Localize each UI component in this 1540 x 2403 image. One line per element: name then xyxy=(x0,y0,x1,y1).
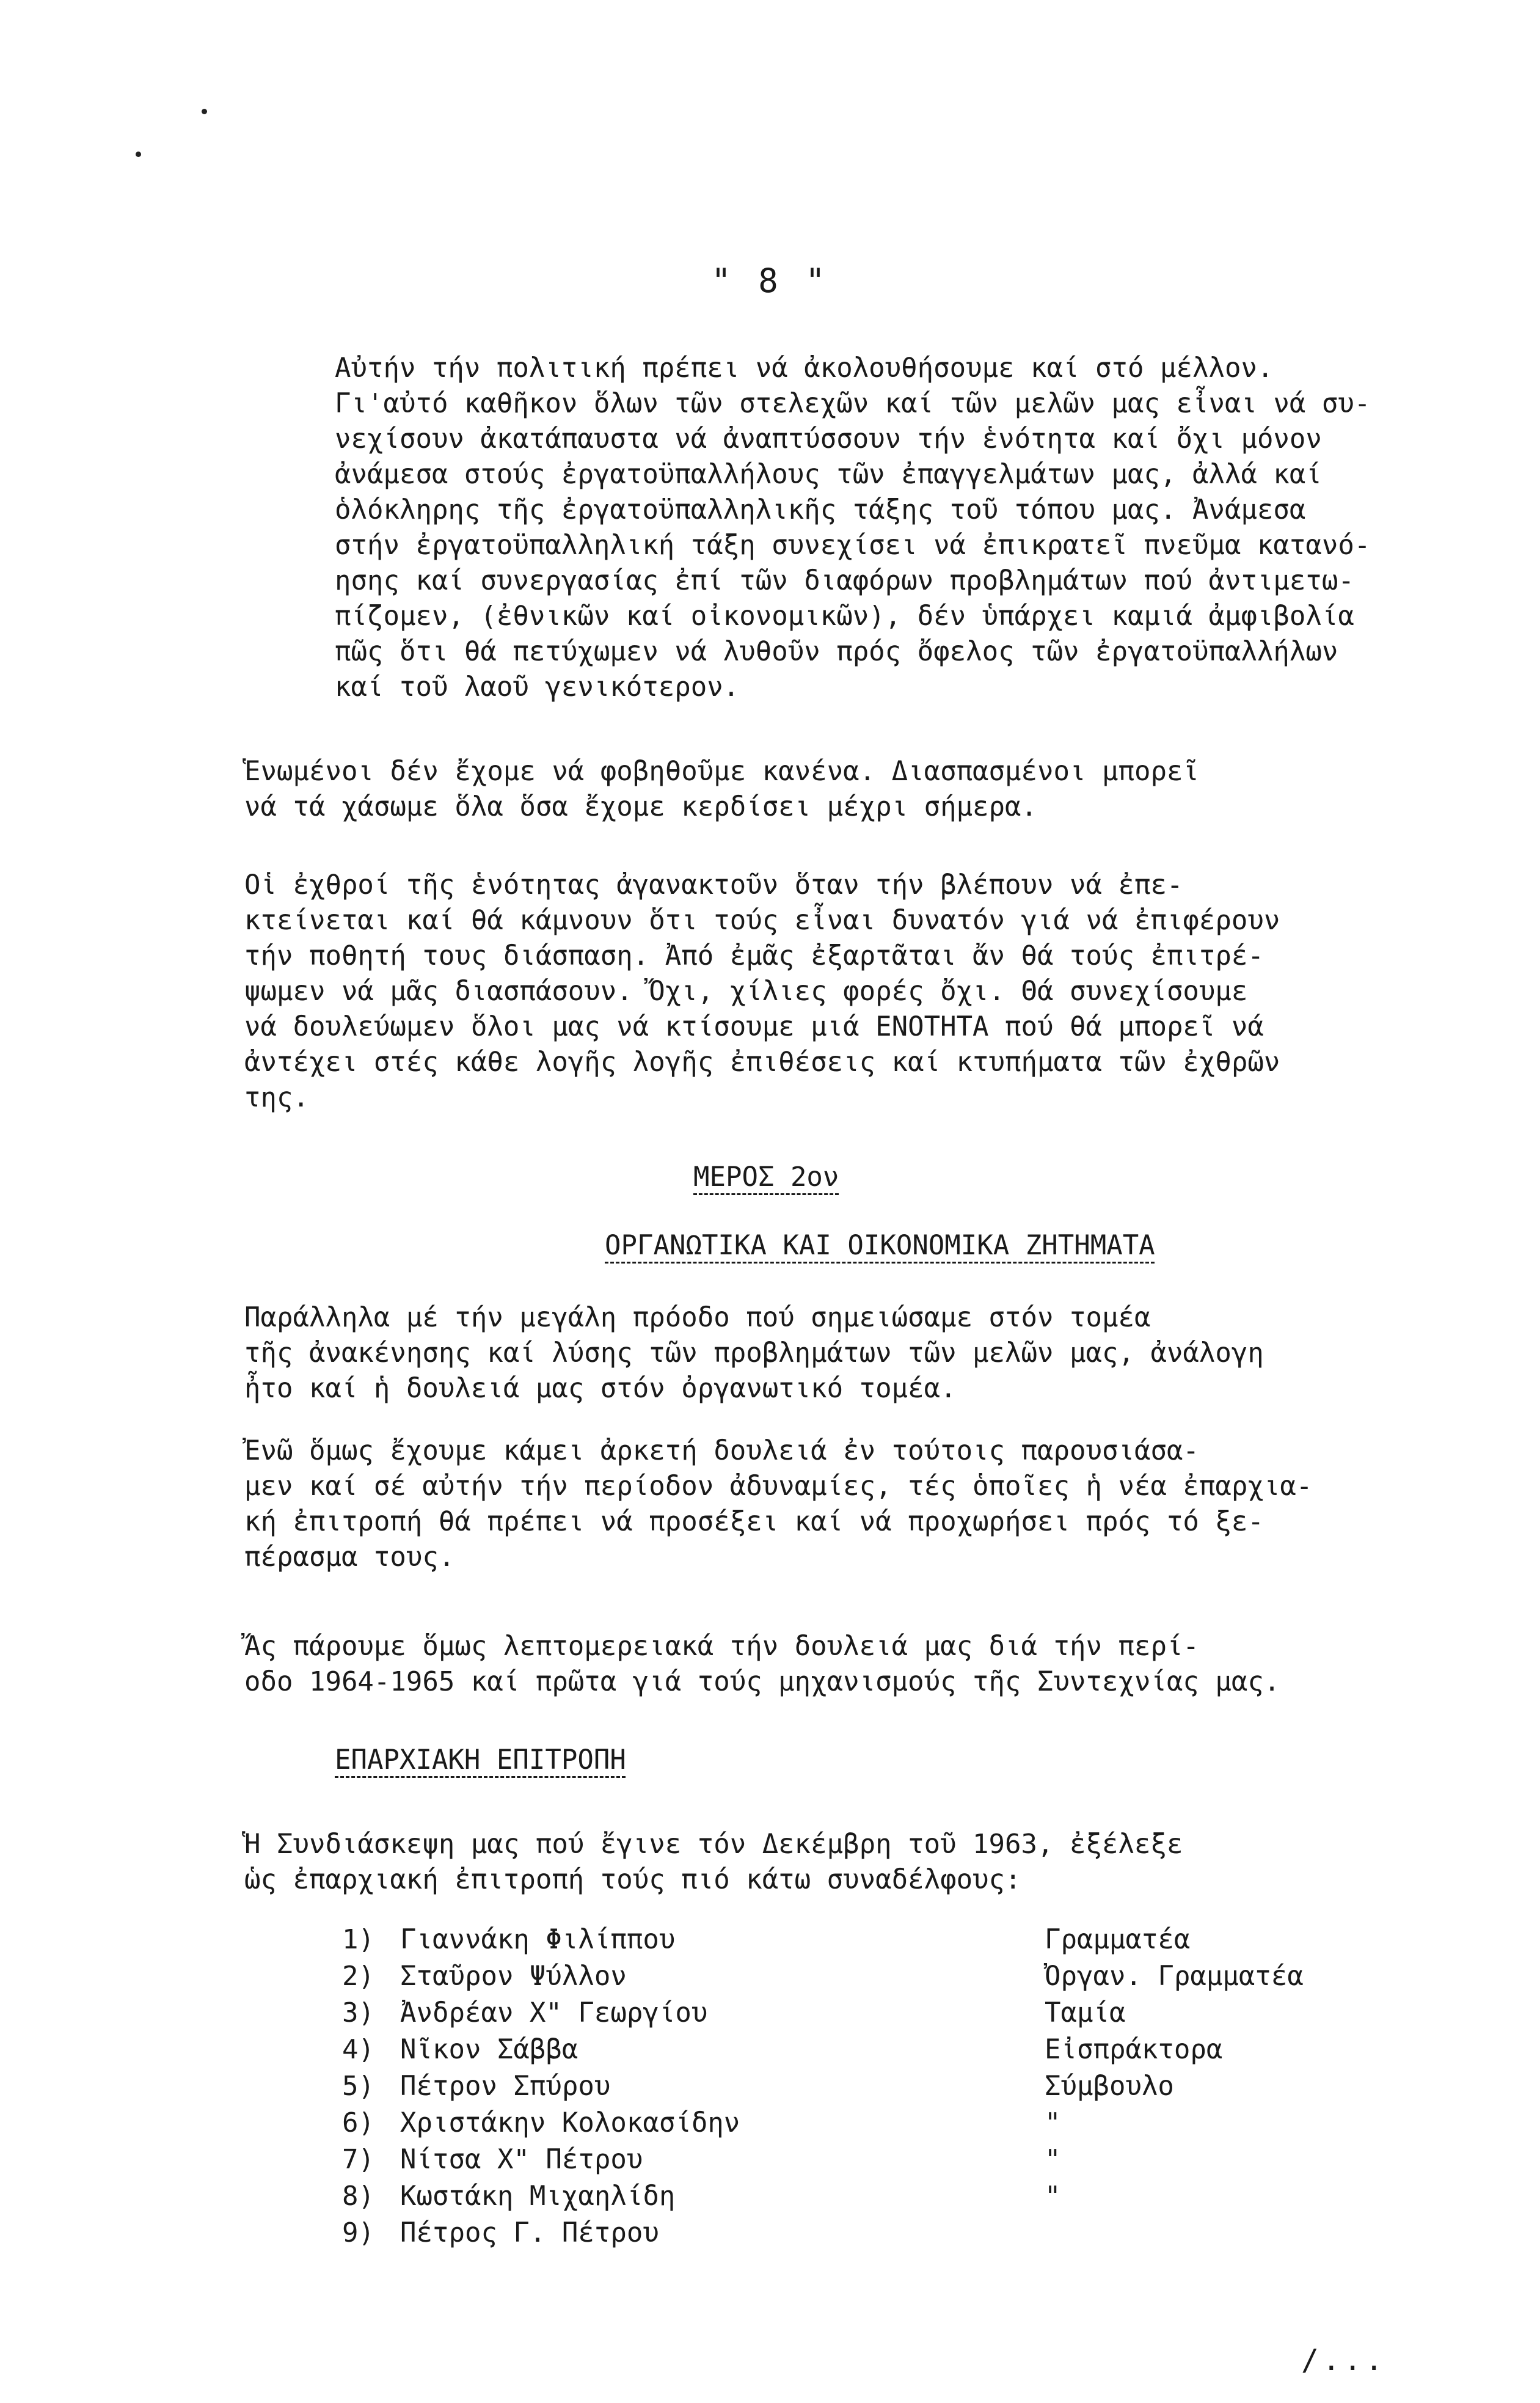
member-role: " xyxy=(1045,2144,1061,2175)
scan-speck xyxy=(202,109,207,114)
scan-speck xyxy=(136,152,141,157)
member-name: Γιαννάκη Φιλίππου xyxy=(400,1924,676,1955)
text-line: νά τά χάσωμε ὅλα ὅσα ἔχομε κερδίσει μέχρι σήμερα. xyxy=(244,791,1038,822)
text-line: πίζομεν, (ἐθνικῶν καί οἰκονομικῶν), δέν ὑπάρχει καμιά ἀμφιβολία xyxy=(335,601,1354,632)
part-heading: ΜΕΡΟΣ 2ον xyxy=(693,1161,839,1193)
text-line: Ἑνωμένοι δέν ἔχομε νά φοβηθοῦμε κανένα. Διασπασμένοι μπορεῖ xyxy=(244,756,1199,787)
paragraph-4 xyxy=(244,1300,1472,1406)
member-role: " xyxy=(1045,2181,1061,2212)
text-line: ἦτο καί ἡ δουλειά μας στόν ὀργανωτικό τομέα. xyxy=(244,1373,957,1404)
member-name: Σταῦρον Ψύλλον xyxy=(400,1961,627,1992)
section-heading: ΟΡΓΑΝΩΤΙΚΑ ΚΑΙ ΟΙΚΟΝΟΜΙΚΑ ΖΗΤΗΜΑΤΑ xyxy=(605,1230,1155,1261)
text-line: Γι'αὐτό καθῆκον ὅλων τῶν στελεχῶν καί τῶν μελῶν μας εἶναι νά συ- xyxy=(335,388,1371,419)
text-line: νεχίσουν ἀκατάπαυστα νά ἀναπτύσσουν τήν ἑνότητα καί ὄχι μόνον xyxy=(335,423,1322,455)
committee-member-row xyxy=(342,2032,1411,2068)
committee-member-row xyxy=(342,1958,1411,1995)
member-role: " xyxy=(1045,2107,1061,2138)
text-line: στήν ἐργατοϋπαλληλική τάξη συνεχίσει νά ἐπικρατεῖ πνεῦμα κατανό- xyxy=(335,530,1371,561)
text-line: μεν καί σέ αὐτήν τήν περίοδον ἀδυναμίες, τές ὁποῖες ἡ νέα ἐπαρχια- xyxy=(244,1471,1313,1502)
member-name: Πέτρος Γ. Πέτρου xyxy=(400,2217,659,2248)
member-role: Γραμματέα xyxy=(1045,1924,1191,1955)
member-role: Ταμία xyxy=(1045,1997,1126,2028)
committee-member-row xyxy=(342,2105,1411,2141)
paragraph-6 xyxy=(244,1629,1472,1700)
text-line: νά δουλεύωμεν ὅλοι μας νά κτίσουμε μιά ΕΝΟΤΗΤΑ πού θά μπορεῖ νά xyxy=(244,1011,1264,1042)
paragraph-1 xyxy=(335,351,1471,705)
committee-member-row xyxy=(342,2068,1411,2105)
member-role: Σύμβουλο xyxy=(1045,2071,1174,2102)
member-number: 9) xyxy=(342,2217,374,2248)
member-name: Νίτσα Χ" Πέτρου xyxy=(400,2144,643,2175)
text-line: τήν ποθητή τους διάσπαση. Ἀπό ἐμᾶς ἐξαρτᾶται ἄν θά τούς ἐπιτρέ- xyxy=(244,940,1264,971)
page-number: " 8 " xyxy=(711,262,829,300)
text-line: κτείνεται καί θά κάμνουν ὅτι τούς εἶναι δυνατόν γιά νά ἐπιφέρουν xyxy=(244,905,1280,936)
member-number: 8) xyxy=(342,2181,374,2212)
text-line: ὡς ἐπαρχιακή ἐπιτροπή τούς πιό κάτω συναδέλφους: xyxy=(244,1864,1021,1895)
text-line: ψωμεν νά μᾶς διασπάσουν. Ὄχι, χίλιες φορές ὄχι. Θά συνεχίσουμε xyxy=(244,976,1248,1007)
member-number: 1) xyxy=(342,1924,374,1955)
member-number: 4) xyxy=(342,2034,374,2065)
member-name: Χριστάκην Κολοκασίδην xyxy=(400,2107,740,2138)
member-name: Ἀνδρέαν Χ" Γεωργίου xyxy=(400,1997,708,2028)
member-number: 6) xyxy=(342,2107,374,2138)
member-role xyxy=(1045,2215,1411,2251)
member-number: 7) xyxy=(342,2144,374,2175)
member-role: Ὀργαν. Γραμματέα xyxy=(1045,1961,1304,1992)
text-line: ησης καί συνεργασίας ἐπί τῶν διαφόρων προβλημάτων πού ἀντιμετω- xyxy=(335,565,1354,596)
paragraph-7 xyxy=(244,1827,1472,1898)
paragraph-3 xyxy=(244,868,1472,1116)
committee-member-row xyxy=(342,1922,1411,1958)
continuation-mark: /... xyxy=(1301,2343,1387,2377)
paragraph-5 xyxy=(244,1433,1472,1575)
committee-member-row xyxy=(342,2178,1411,2215)
member-number: 3) xyxy=(342,1997,374,2028)
member-number: 5) xyxy=(342,2071,374,2102)
text-line: της. xyxy=(244,1082,309,1113)
text-line: ἀντέχει στές κάθε λογῆς λογῆς ἐπιθέσεις καί κτυπήματα τῶν ἐχθρῶν xyxy=(244,1047,1280,1078)
text-line: Ἐνῶ ὅμως ἔχουμε κάμει ἀρκετή δουλειά ἐν τούτοις παρουσιάσα- xyxy=(244,1435,1199,1466)
text-line: πέρασμα τους. xyxy=(244,1542,455,1573)
committee-member-row xyxy=(342,2141,1411,2178)
member-name: Κωστάκη Μιχαηλίδη xyxy=(400,2181,676,2212)
text-line: Ἄς πάρουμε ὅμως λεπτομερειακά τήν δουλειά μας διά τήν περί- xyxy=(244,1631,1199,1662)
text-line: καί τοῦ λαοῦ γενικότερον. xyxy=(335,671,740,703)
member-name: Πέτρον Σπύρου xyxy=(400,2071,611,2102)
text-line: ὁλόκληρης τῆς ἐργατοϋπαλληλικῆς τάξης τοῦ τόπου μας. Ἀνάμεσα xyxy=(335,494,1306,525)
text-line: κή ἐπιτροπή θά πρέπει νά προσέξει καί νά προχωρήσει πρός τό ξε- xyxy=(244,1506,1264,1537)
member-role: Εἰσπράκτορα xyxy=(1045,2034,1223,2065)
committee-member-row xyxy=(342,1995,1411,2032)
paragraph-2 xyxy=(244,754,1472,825)
committee-member-list xyxy=(342,1922,1411,2251)
member-number: 2) xyxy=(342,1961,374,1992)
text-line: ἀνάμεσα στούς ἐργατοϋπαλλήλους τῶν ἐπαγγελμάτων μας, ἀλλά καί xyxy=(335,459,1322,490)
text-line: Αὐτήν τήν πολιτική πρέπει νά ἀκολουθήσουμε καί στό μέλλον. xyxy=(335,353,1274,384)
text-line: Ἡ Συνδιάσκεψη μας πού ἔγινε τόν Δεκέμβρη τοῦ 1963, ἐξέλεξε xyxy=(244,1829,1183,1860)
text-line: Οἱ ἐχθροί τῆς ἑνότητας ἀγανακτοῦν ὅταν τήν βλέπουν νά ἐπε- xyxy=(244,869,1183,901)
text-line: πῶς ὅτι θά πετύχωμεν νά λυθοῦν πρός ὄφελος τῶν ἐργατοϋπαλλήλων xyxy=(335,636,1338,667)
committee-member-row xyxy=(342,2215,1411,2251)
member-name: Νῖκον Σάββα xyxy=(400,2034,578,2065)
committee-heading: ΕΠΑΡΧΙΑΚΗ ΕΠΙΤΡΟΠΗ xyxy=(335,1744,626,1776)
text-line: οδο 1964-1965 καί πρῶτα γιά τούς μηχανισμούς τῆς Συντεχνίας μας. xyxy=(244,1666,1280,1697)
text-line: τῆς ἀνακένησης καί λύσης τῶν προβλημάτων τῶν μελῶν μας, ἀνάλογη xyxy=(244,1337,1264,1369)
text-line: Παράλληλα μέ τήν μεγάλη πρόοδο πού σημειώσαμε στόν τομέα xyxy=(244,1302,1151,1333)
